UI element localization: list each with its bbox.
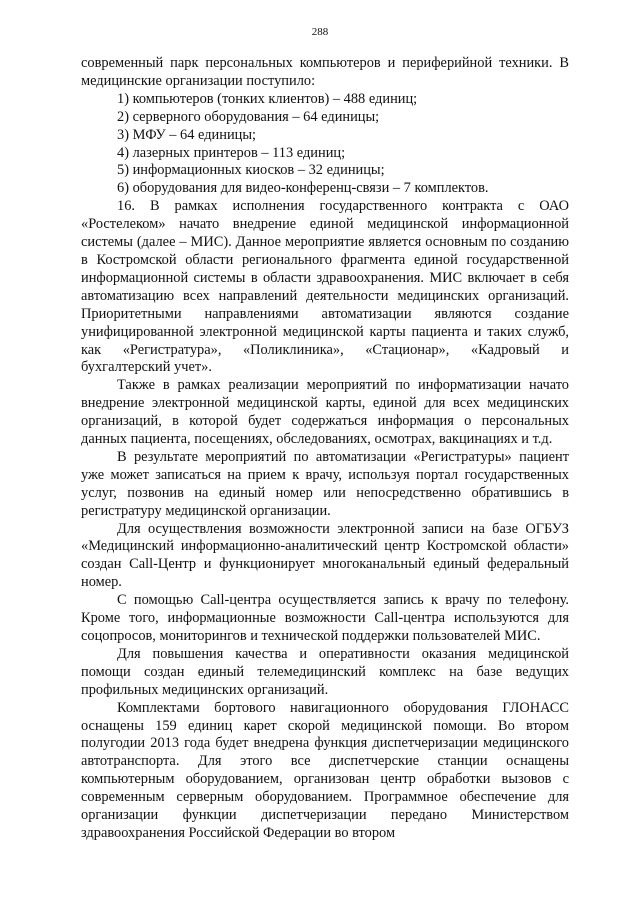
paragraph-emr: Также в рамках реализации мероприятий по информатизации начато внедрение электронной медицинской карты, единой для всех медицинских организаций, в которой будет содержаться информация о персональных данных пациента, посещениях, обследованиях, осмотрах, вакцинациях и т.д. xyxy=(81,377,569,448)
list-item: 4) лазерных принтеров – 113 единиц; xyxy=(117,144,346,161)
paragraph-telemedicine: Для повышения качества и оперативности оказания медицинской помощи создан единый телемедицинский комплекс на базе ведущих профильных медицинских организаций. xyxy=(81,645,569,698)
paragraph-call-center-base: Для осуществления возможности электронной записи на базе ОГБУЗ «Медицинский информационно-аналитический центр Костромской области» создан Call-Центр и функционирует многоканальный единый федеральный номер. xyxy=(81,520,569,591)
paragraph-call-center-usage: С помощью Call-центра осуществляется запись к врачу по телефону. Кроме того, информационные возможности Call-центра используются для соцопросов, мониторингов и технической поддержки пользователей МИС. xyxy=(81,592,569,644)
list-item: 2) серверного оборудования – 64 единицы; xyxy=(117,108,380,125)
page-number: 288 xyxy=(311,26,329,38)
equipment-list xyxy=(81,91,569,198)
list-item: 3) МФУ – 64 единицы; xyxy=(117,126,257,143)
list-item: 6) оборудования для видео-конференц-связи – 7 комплектов. xyxy=(117,180,489,197)
document-body xyxy=(81,55,569,843)
list-item: 5) информационных киосков – 32 единицы; xyxy=(117,162,385,179)
list-item: 1) компьютеров (тонких клиентов) – 488 единиц; xyxy=(117,90,418,107)
intro-paragraph: современный парк персональных компьютеров и периферийной техники. В медицинские организации поступило: xyxy=(81,55,569,89)
paragraph-glonass: Комплектами бортового навигационного оборудования ГЛОНАСС оснащены 159 единиц карет скорой медицинской помощи. Во втором полугодии 2013 года будет внедрена функция диспетчеризации медицинского автотранспорта. Для этого все диспетчерские станции оснащены компьютерным оборудованием, организован центр обработки вызовов с современным серверным оборудованием. Программное обеспечение для организации функции диспетчеризации передано Министерством здравоохранения Российской Федерации во втором xyxy=(81,699,569,841)
paragraph-16: 16. В рамках исполнения государственного контракта с ОАО «Ростелеком» начато внедрение единой медицинской информационной системы (далее – МИС). Данное мероприятие является основным по созданию в Костромской области регионального фрагмента единой государственной информационной системы в области здравоохранения. МИС включает в себя автоматизацию всех направлений деятельности медицинских организаций. Приоритетными направлениями автоматизации являются создание унифицированной электронной медицинской карты пациента и таких служб, как «Регистратура», «Поликлиника», «Стационар», «Кадровый и бухгалтерский учет». xyxy=(81,198,569,376)
paragraph-registry: В результате мероприятий по автоматизации «Регистратуры» пациент уже может записаться на прием к врачу, используя портал государственных услуг, позвонив на единый номер или непосредственно обратившись в регистратуру медицинской организации. xyxy=(81,448,569,519)
